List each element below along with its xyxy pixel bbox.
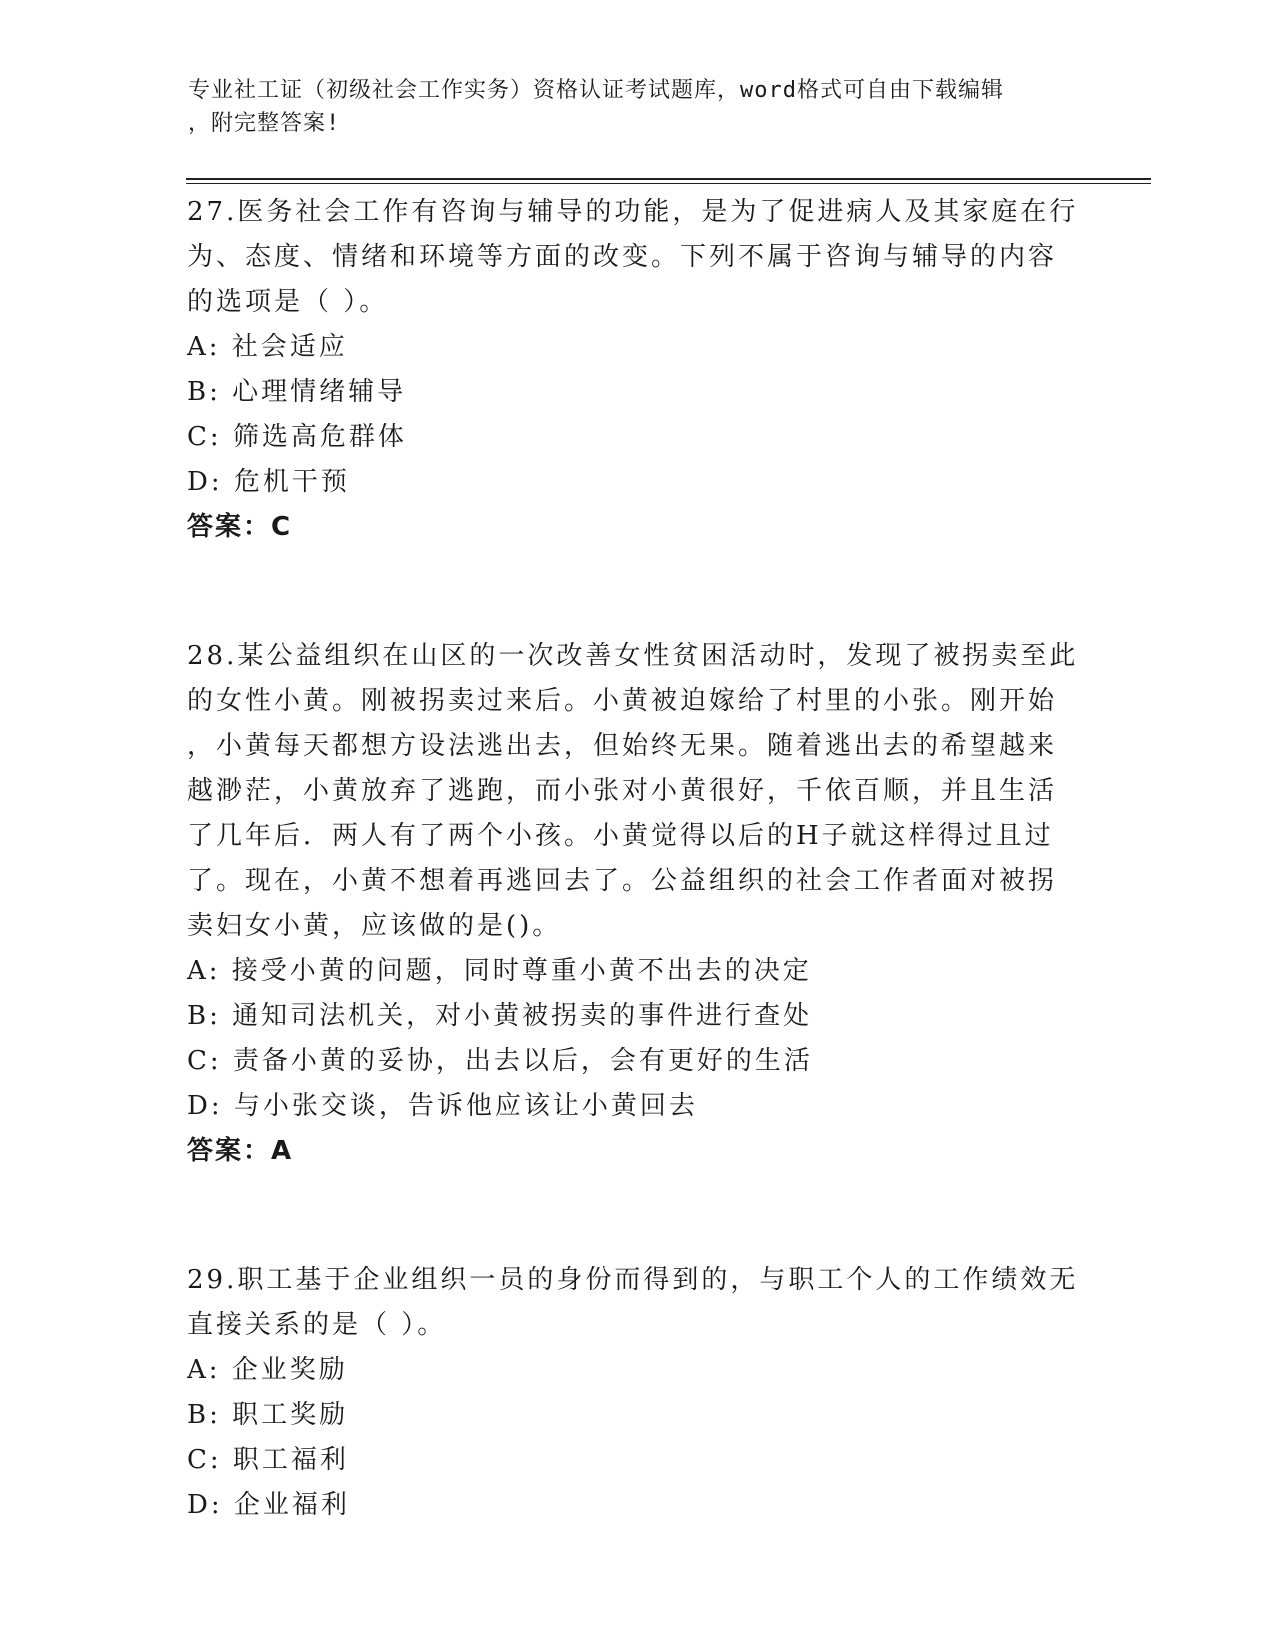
document-header bbox=[188, 74, 1068, 140]
option-c: C: 责备小黄的妥协，出去以后，会有更好的生活 bbox=[187, 1046, 813, 1076]
question-text-line: 的女性小黄。刚被拐卖过来后。小黄被迫嫁给了村里的小张。刚开始 bbox=[187, 686, 1058, 716]
option-b: B: 心理情绪辅导 bbox=[187, 377, 407, 407]
question-text-line: 了。现在，小黄不想着再逃回去了。公益组织的社会工作者面对被拐 bbox=[187, 866, 1058, 896]
question-text-line: 27.医务社会工作有咨询与辅导的功能，是为了促进病人及其家庭在行 bbox=[187, 197, 1079, 227]
option-c: C: 筛选高危群体 bbox=[187, 422, 407, 452]
question-text-line: 越渺茫，小黄放弃了逃跑，而小张对小黄很好，千依百顺，并且生活 bbox=[187, 776, 1058, 806]
question-28 bbox=[187, 634, 1087, 1174]
option-b: B: 通知司法机关，对小黄被拐卖的事件进行查处 bbox=[187, 1001, 813, 1031]
question-text-line: 了几年后．两人有了两个小孩。小黄觉得以后的H子就这样得过且过 bbox=[187, 821, 1054, 851]
option-d: D: 企业福利 bbox=[187, 1490, 350, 1520]
option-d: D: 危机干预 bbox=[187, 467, 350, 497]
question-list bbox=[187, 190, 1087, 1528]
question-text-line: 为、态度、情绪和环境等方面的改变。下列不属于咨询与辅导的内容 bbox=[187, 242, 1058, 272]
question-27 bbox=[187, 190, 1087, 550]
header-title-line-2: ，附完整答案! bbox=[188, 111, 341, 136]
question-text-line: 卖妇女小黄，应该做的是()。 bbox=[187, 911, 562, 941]
header-divider-thin bbox=[186, 183, 1151, 184]
header-divider-thick bbox=[186, 178, 1151, 180]
question-text-line: 直接关系的是（ ）。 bbox=[187, 1310, 447, 1340]
option-d: D: 与小张交谈，告诉他应该让小黄回去 bbox=[187, 1091, 698, 1121]
header-title-line-1: 专业社工证（初级社会工作实务）资格认证考试题库，word格式可自由下载编辑 bbox=[188, 78, 1004, 103]
question-text-line: 29.职工基于企业组织一员的身份而得到的，与职工个人的工作绩效无 bbox=[187, 1265, 1079, 1295]
option-c: C: 职工福利 bbox=[187, 1445, 349, 1475]
question-text-line: ，小黄每天都想方设法逃出去，但始终无果。随着逃出去的希望越来 bbox=[187, 731, 1058, 761]
option-a: A: 接受小黄的问题，同时尊重小黄不出去的决定 bbox=[187, 956, 812, 986]
question-spacer bbox=[187, 1174, 1087, 1258]
question-text-line: 的选项是（ ）。 bbox=[187, 287, 389, 317]
option-a: A: 企业奖励 bbox=[187, 1355, 348, 1385]
option-b: B: 职工奖励 bbox=[187, 1400, 349, 1430]
question-spacer bbox=[187, 550, 1087, 634]
answer-line: 答案：A bbox=[187, 1136, 294, 1166]
question-29 bbox=[187, 1258, 1087, 1528]
option-a: A: 社会适应 bbox=[187, 332, 348, 362]
answer-line: 答案：C bbox=[187, 512, 293, 542]
question-text-line: 28.某公益组织在山区的一次改善女性贫困活动时，发现了被拐卖至此 bbox=[187, 641, 1079, 671]
